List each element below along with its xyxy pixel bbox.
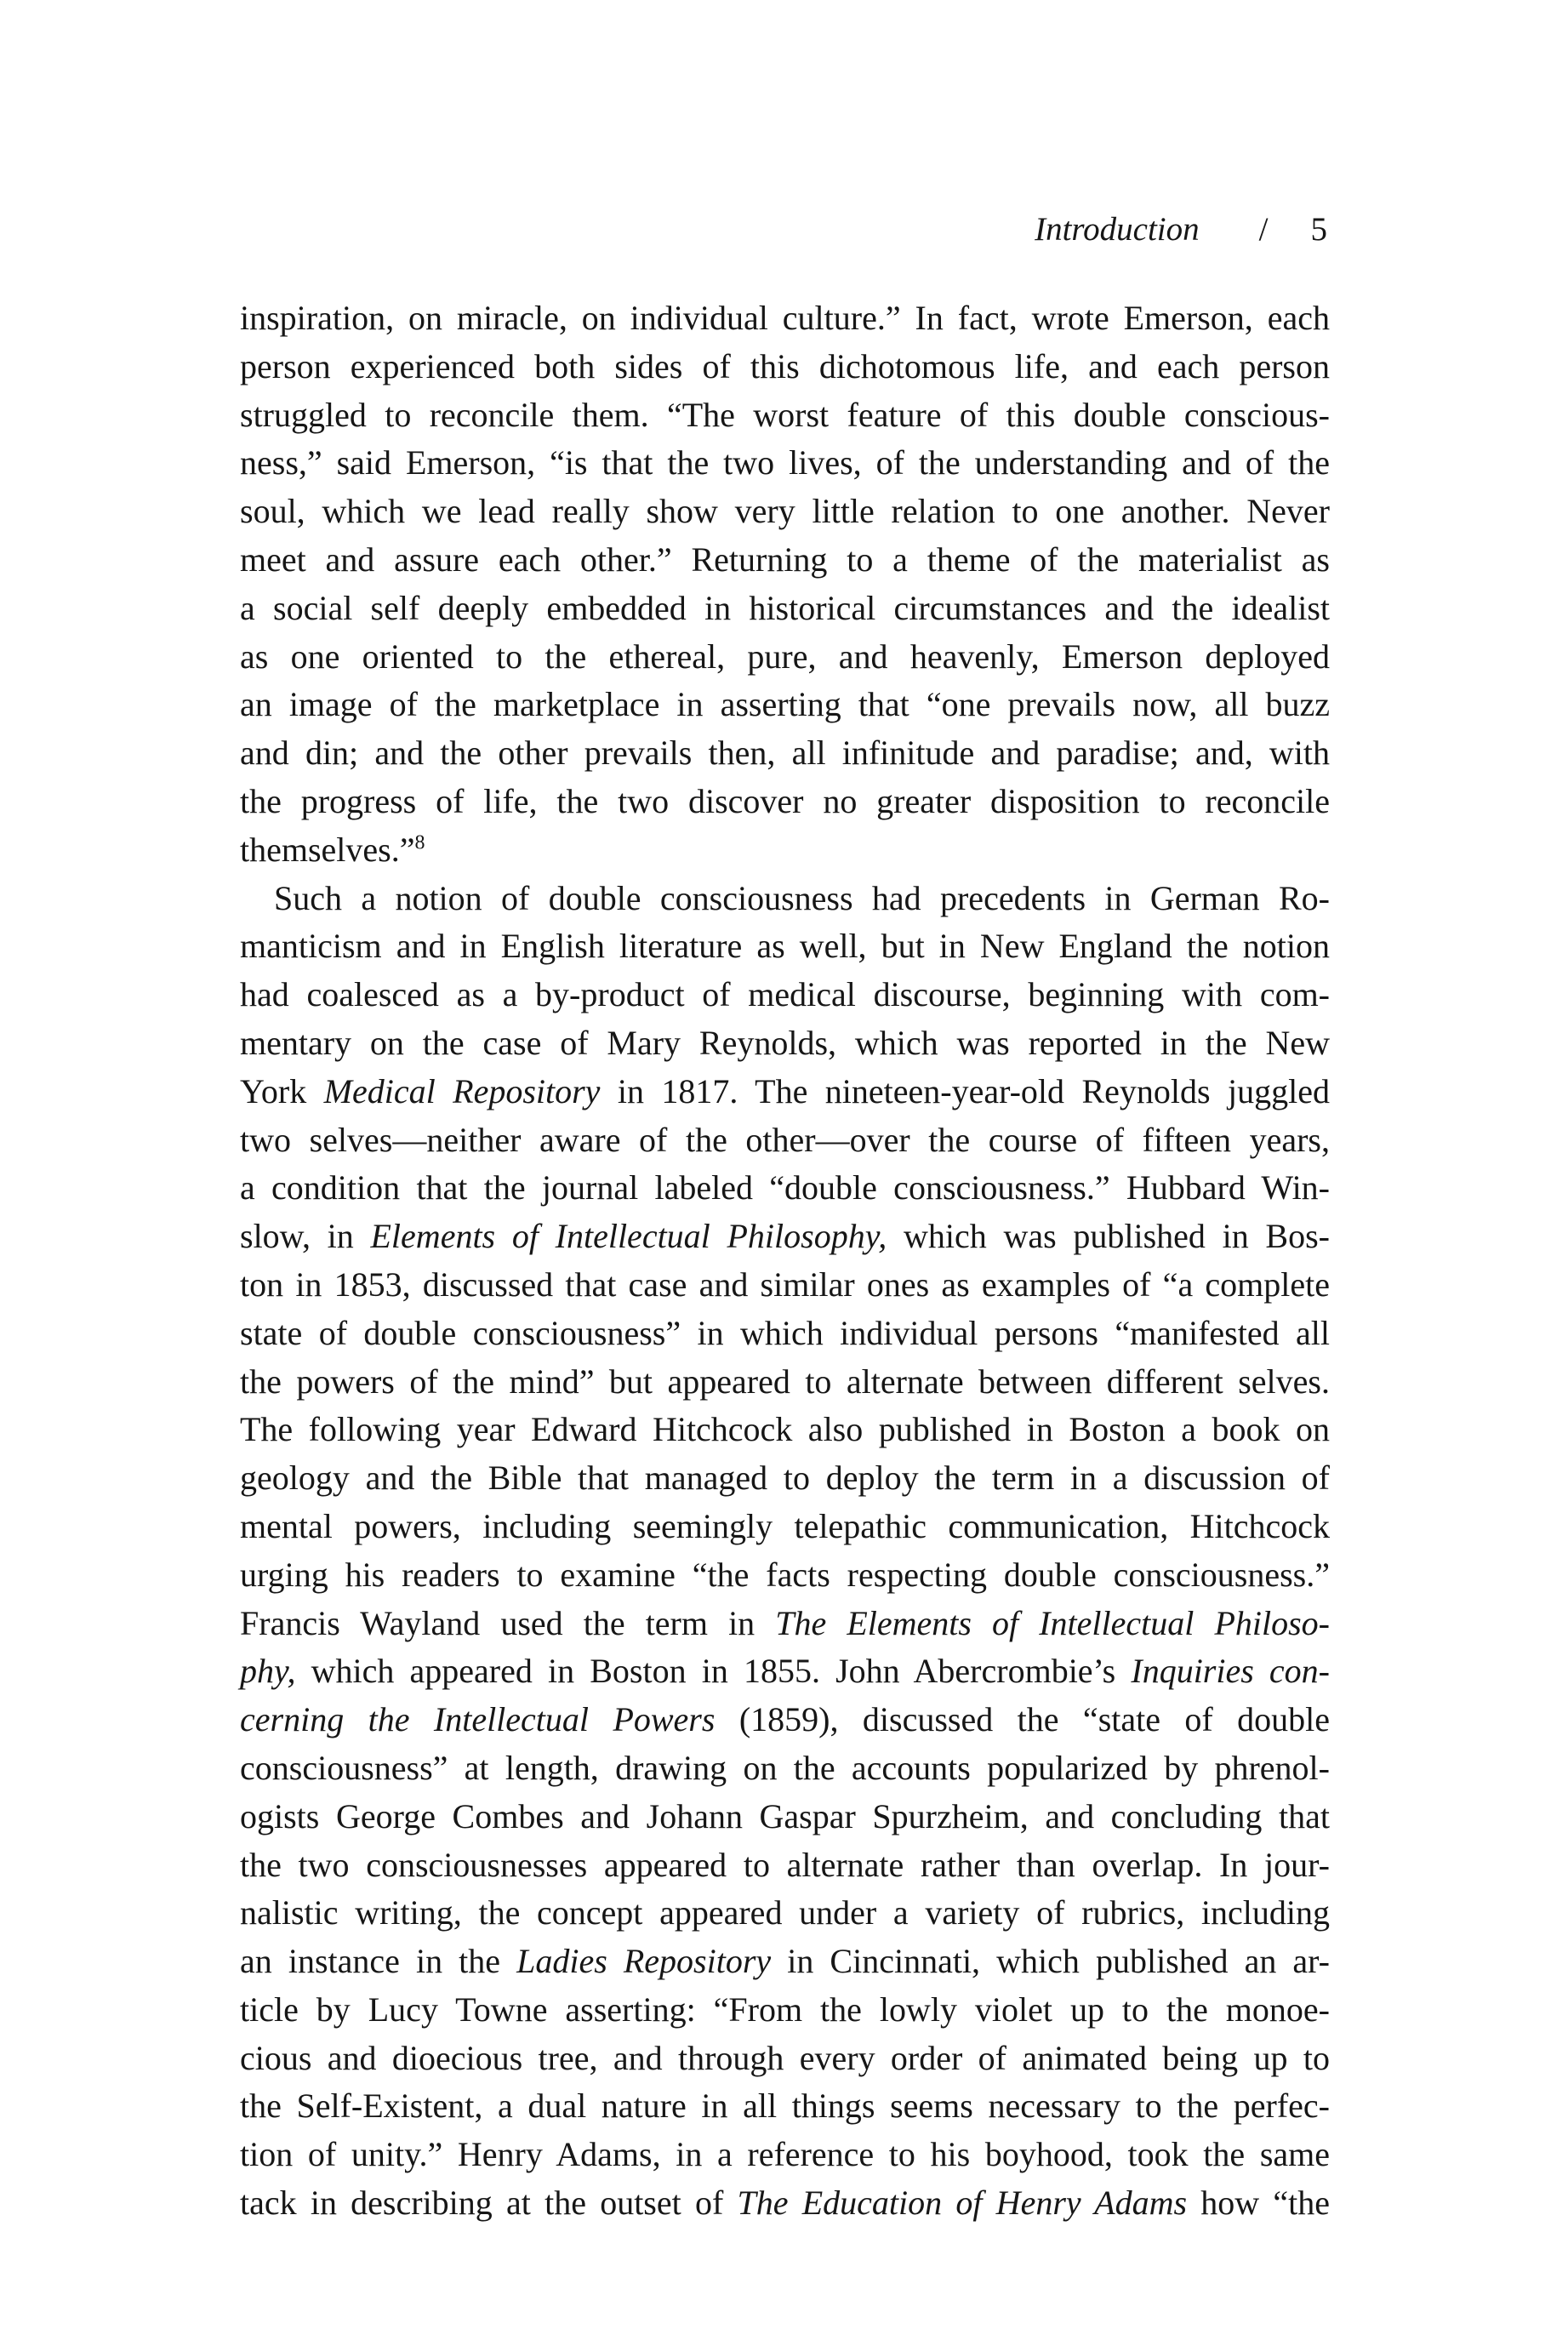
body-text: [240, 294, 1330, 2228]
running-head: [1035, 206, 1327, 254]
text-line: consciousness” at length, drawing on the accounts popularized by phrenol-: [240, 1748, 1330, 1787]
text-line: struggled to reconcile them. “The worst feature of this double conscious-: [240, 395, 1330, 434]
text-line: tion of unity.” Henry Adams, in a reference to his boyhood, took the same: [240, 2135, 1330, 2174]
paragraph-1: [240, 294, 1330, 875]
italic-title: cerning the Intellectual Powers: [240, 1700, 716, 1739]
text-line: person experienced both sides of this dichotomous life, and each person: [240, 346, 1330, 385]
italic-title: Elements of Intellectual Philosophy,: [370, 1217, 887, 1256]
text-run: which was published in Bos-: [887, 1217, 1331, 1256]
running-head-separator: /: [1258, 211, 1269, 248]
text-line: nalistic writing, the concept appeared under a variety of rubrics, including: [240, 1893, 1330, 1932]
text-line: urging his readers to examine “the facts respecting double consciousness.”: [240, 1555, 1330, 1594]
text-line: geology and the Bible that managed to deploy the term in a discussion of: [240, 1459, 1330, 1498]
italic-title: Ladies Repository: [516, 1942, 772, 1981]
text-line: the Self-Existent, a dual nature in all things seems necessary to the perfec-: [240, 2087, 1330, 2126]
text-line: as one oriented to the ethereal, pure, and heavenly, Emerson deployed: [240, 637, 1330, 676]
text-run: Francis Wayland used the term in: [240, 1603, 776, 1642]
text-line: manticism and in English literature as well, but in New England the notion: [240, 927, 1330, 966]
text-line: a social self deeply embedded in historical circumstances and the idealist: [240, 588, 1330, 627]
text-line: the two consciousnesses appeared to alternate rather than overlap. In jour-: [240, 1845, 1330, 1884]
text-line: a condition that the journal labeled “double consciousness.” Hubbard Win-: [240, 1168, 1330, 1207]
italic-title: The Education of Henry Adams: [737, 2184, 1188, 2223]
text-line: meet and assure each other.” Returning to a theme of the materialist as: [240, 539, 1330, 579]
text-line: two selves—neither aware of the other—over the course of fifteen years,: [240, 1120, 1330, 1159]
text-line: inspiration, on miracle, on individual culture.” In fact, wrote Emerson, each: [240, 299, 1330, 337]
text-run: themselves.”: [240, 830, 415, 869]
text-line: the powers of the mind” but appeared to alternate between different selves.: [240, 1362, 1330, 1401]
text-run: tack in describing at the outset of: [240, 2184, 738, 2223]
text-line: and din; and the other prevails then, all infinitude and paradise; and, with: [240, 734, 1330, 773]
text-line: Such a notion of double consciousness had precedents in German Ro-: [274, 878, 1330, 917]
text-run: an instance in the: [240, 1942, 517, 1981]
text-line: [240, 2179, 1330, 2228]
text-run: which appeared in Boston in 1855. John Abercrombie’s: [295, 1652, 1132, 1691]
text-run: how “the: [1187, 2184, 1330, 2223]
text-run: (1859), discussed the “state of double: [715, 1700, 1331, 1739]
text-line: [240, 1696, 1330, 1744]
text-line: ness,” said Emerson, “is that the two lives, of the understanding and of the: [240, 443, 1330, 482]
footnote-reference: 8: [414, 831, 425, 854]
page-number: 5: [1310, 211, 1327, 248]
text-line: an image of the marketplace in asserting that “one prevails now, all buzz: [240, 685, 1330, 724]
paragraph-2: [240, 875, 1330, 2228]
italic-title: Inquiries con-: [1131, 1652, 1331, 1691]
text-line: cious and dioecious tree, and through every order of animated being up to: [240, 2038, 1330, 2077]
text-line: [240, 1600, 1330, 1648]
text-line: had coalesced as a by-product of medical discourse, beginning with com-: [240, 975, 1330, 1014]
text-line: The following year Edward Hitchcock also published in Boston a book on: [240, 1410, 1330, 1449]
text-line: ogists George Combes and Johann Gaspar Spurzheim, and concluding that: [240, 1796, 1330, 1835]
text-line: ton in 1853, discussed that case and similar ones as examples of “a complete: [240, 1264, 1330, 1304]
text-line: soul, which we lead really show very little relation to one another. Never: [240, 492, 1330, 531]
text-line: ticle by Lucy Towne asserting: “From the lowly violet up to the monoe-: [240, 1989, 1330, 2029]
italic-title: phy,: [240, 1652, 296, 1691]
text-line: [240, 1068, 1330, 1116]
text-run: slow, in: [240, 1217, 371, 1256]
text-line: the progress of life, the two discover no greater disposition to reconcile: [240, 781, 1330, 820]
text-line: [240, 1213, 1330, 1261]
text-run: York: [240, 1071, 324, 1110]
text-line: mental powers, including seemingly telepathic communication, Hitchcock: [240, 1506, 1330, 1545]
italic-title: Medical Repository: [323, 1071, 601, 1110]
text-line: [240, 1938, 1330, 1986]
text-run: in Cincinnati, which published an ar-: [771, 1942, 1331, 1981]
text-run: in 1817. The nineteen-year-old Reynolds juggled: [600, 1071, 1330, 1110]
text-line: state of double consciousness” in which individual persons “manifested all: [240, 1313, 1330, 1352]
text-line: mentary on the case of Mary Reynolds, which was reported in the New: [240, 1023, 1330, 1062]
italic-title: The Elements of Intellectual Philoso-: [775, 1603, 1330, 1642]
text-line: [240, 1647, 1330, 1696]
running-head-title: Introduction: [1035, 211, 1200, 248]
text-line: [240, 826, 1330, 875]
